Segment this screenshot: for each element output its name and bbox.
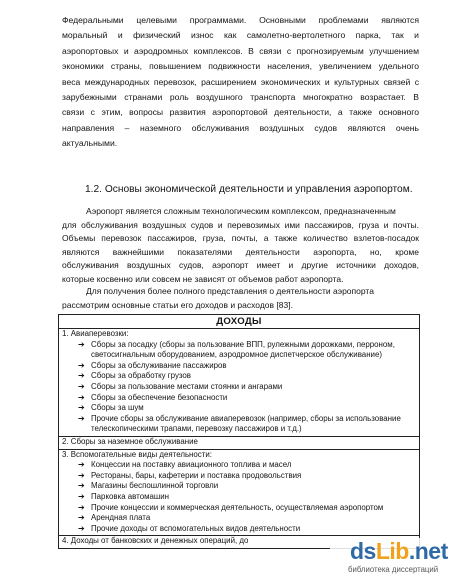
arrow-right-icon: ➔: [78, 470, 85, 480]
arrow-right-icon: ➔: [78, 381, 85, 391]
arrow-right-icon: ➔: [78, 513, 85, 523]
income-item-text: Прочие концессии и коммерческая деятельность, осуществляемая аэропортом: [91, 502, 384, 512]
income-section-title: 4. Доходы от банковских и денежных операций, до: [62, 536, 249, 546]
income-table: [58, 314, 420, 549]
paragraph-airport-description-line: Объемы перевозок пассажиров, груза, почты, а также количество взлетов-посадок: [62, 233, 419, 244]
income-item: [62, 393, 417, 404]
income-item: [62, 371, 417, 382]
watermark: [330, 538, 450, 582]
income-item: [62, 513, 417, 524]
income-section: [59, 450, 419, 537]
income-item-text: Сборы за шум: [91, 403, 144, 413]
income-item: [62, 382, 417, 393]
paragraph-intro-line: веса международных перевозок, расширением экономических и культурных связей с: [62, 76, 419, 87]
income-item-text: Прочие сборы за обслуживание авиаперевозок (например, сборы за использование телескопическими трапами, перевозку пассажиров и т.д.): [91, 413, 401, 434]
income-item: [62, 361, 417, 372]
income-section-title: 3. Вспомогательные виды деятельности:: [62, 449, 212, 459]
paragraph-airport-description: [62, 205, 419, 287]
paragraph-intro-line: экономики страны, повышением подвижности населения, увеличением удельного: [62, 61, 419, 72]
arrow-right-icon: ➔: [78, 403, 85, 413]
paragraph-intro-line: моральный и физический износ как самолетно-вертолетного парка, так и: [62, 30, 419, 41]
income-item: [62, 414, 417, 435]
paragraph-intro-line: аэропортовых и аэродромных комплексов. В связи с прогнозируемым улучшением: [62, 45, 419, 56]
arrow-right-icon: ➔: [78, 392, 85, 402]
paragraph-airport-description-line: обслуживания воздушных судов, аэропорт имеет и другие источники доходов,: [62, 260, 419, 271]
arrow-right-icon: ➔: [78, 460, 85, 470]
arrow-right-icon: ➔: [78, 413, 85, 423]
paragraph-airport-description-line: Аэропорт является сложным технологическим комплексом, предназначенным: [86, 206, 396, 216]
paragraph-intro-line: зарубежными странами роль воздушного транспорта многократно возрастает. В: [62, 92, 419, 103]
income-item: [62, 503, 417, 514]
arrow-right-icon: ➔: [78, 491, 85, 501]
paragraph-intro-line: связи с этим, вопросы развития аэропортовой деятельности, а также основного: [62, 107, 419, 118]
income-item-text: Сборы за посадку (сборы за пользование ВПП, рулежными дорожками, перроном, светосигнальным оборудованием, аэродромное диспетчерское обслуживание): [91, 339, 395, 360]
watermark-subtitle: библиотека диссертаций: [348, 565, 439, 574]
income-item-text: Рестораны, бары, кафетерии и поставка продовольствия: [91, 470, 302, 480]
income-section-title: 1. Авиаперевозки:: [62, 329, 129, 338]
income-item-text: Арендная плата: [91, 513, 151, 523]
income-item: [62, 460, 417, 471]
income-item: [62, 340, 417, 361]
income-item-text: Магазины беспошлинной торговли: [91, 481, 219, 491]
logo-part-lib: Lib: [375, 538, 409, 564]
paragraph-intro-line: актуальными.: [62, 138, 118, 149]
income-item: [62, 481, 417, 492]
arrow-right-icon: ➔: [78, 523, 85, 533]
paragraph-airport-description-line: являются важнейшими показателями деятельности аэропорта, но, кроме: [62, 246, 419, 257]
income-item: [62, 471, 417, 482]
paragraph-income-intro-line: Для получения более полного представления о деятельности аэропорта: [86, 286, 374, 296]
income-item: [62, 403, 417, 414]
dslib-logo: [350, 538, 448, 564]
income-item-text: Сборы за обслуживание пассажиров: [91, 360, 227, 370]
income-item-text: Сборы за пользование местами стоянки и ангарами: [91, 381, 283, 391]
paragraph-airport-description-line: которые косвенно или совсем не зависят от объемов работ аэропорта.: [62, 273, 344, 284]
income-item-text: Прочие доходы от вспомогательных видов деятельности: [91, 523, 301, 533]
paragraph-intro-line: Федеральными целевыми программами. Основными проблемами являются: [62, 15, 419, 25]
income-section-title: 2. Сборы за наземное обслуживание: [62, 436, 198, 446]
income-item-text: Сборы за обеспечение безопасности: [91, 392, 228, 402]
paragraph-income-intro-line: рассмотрим основные статьи его доходов и расходов [83].: [62, 299, 293, 310]
logo-part-ds: ds: [350, 538, 376, 564]
arrow-right-icon: ➔: [78, 360, 85, 370]
arrow-right-icon: ➔: [78, 371, 85, 381]
income-item-text: Сборы за обработку грузов: [91, 371, 192, 381]
paragraph-intro-line: направления – наземного обслуживания воздушных судов являются очень: [62, 122, 419, 133]
paragraph-airport-description-line: для обслуживания воздушных судов и перевозимых ими пассажиров, груза и почты.: [62, 219, 419, 230]
income-item: [62, 524, 417, 535]
arrow-right-icon: ➔: [78, 481, 85, 491]
arrow-right-icon: ➔: [78, 502, 85, 512]
income-section: [59, 437, 419, 450]
paragraph-income-intro: [62, 285, 419, 312]
income-table-body: [59, 329, 419, 548]
income-section: [59, 329, 419, 437]
income-table-title: ДОХОДЫ: [59, 315, 419, 329]
income-item-text: Парковка автомашин: [91, 491, 170, 501]
paragraph-intro: [62, 13, 419, 152]
arrow-right-icon: ➔: [78, 339, 85, 349]
income-item-text: Концессии на поставку авиационного топлива и масел: [91, 460, 292, 470]
section-heading: 1.2. Основы экономической деятельности и управления аэропортом.: [85, 184, 413, 195]
logo-part-net: .net: [408, 538, 448, 564]
income-item: [62, 492, 417, 503]
